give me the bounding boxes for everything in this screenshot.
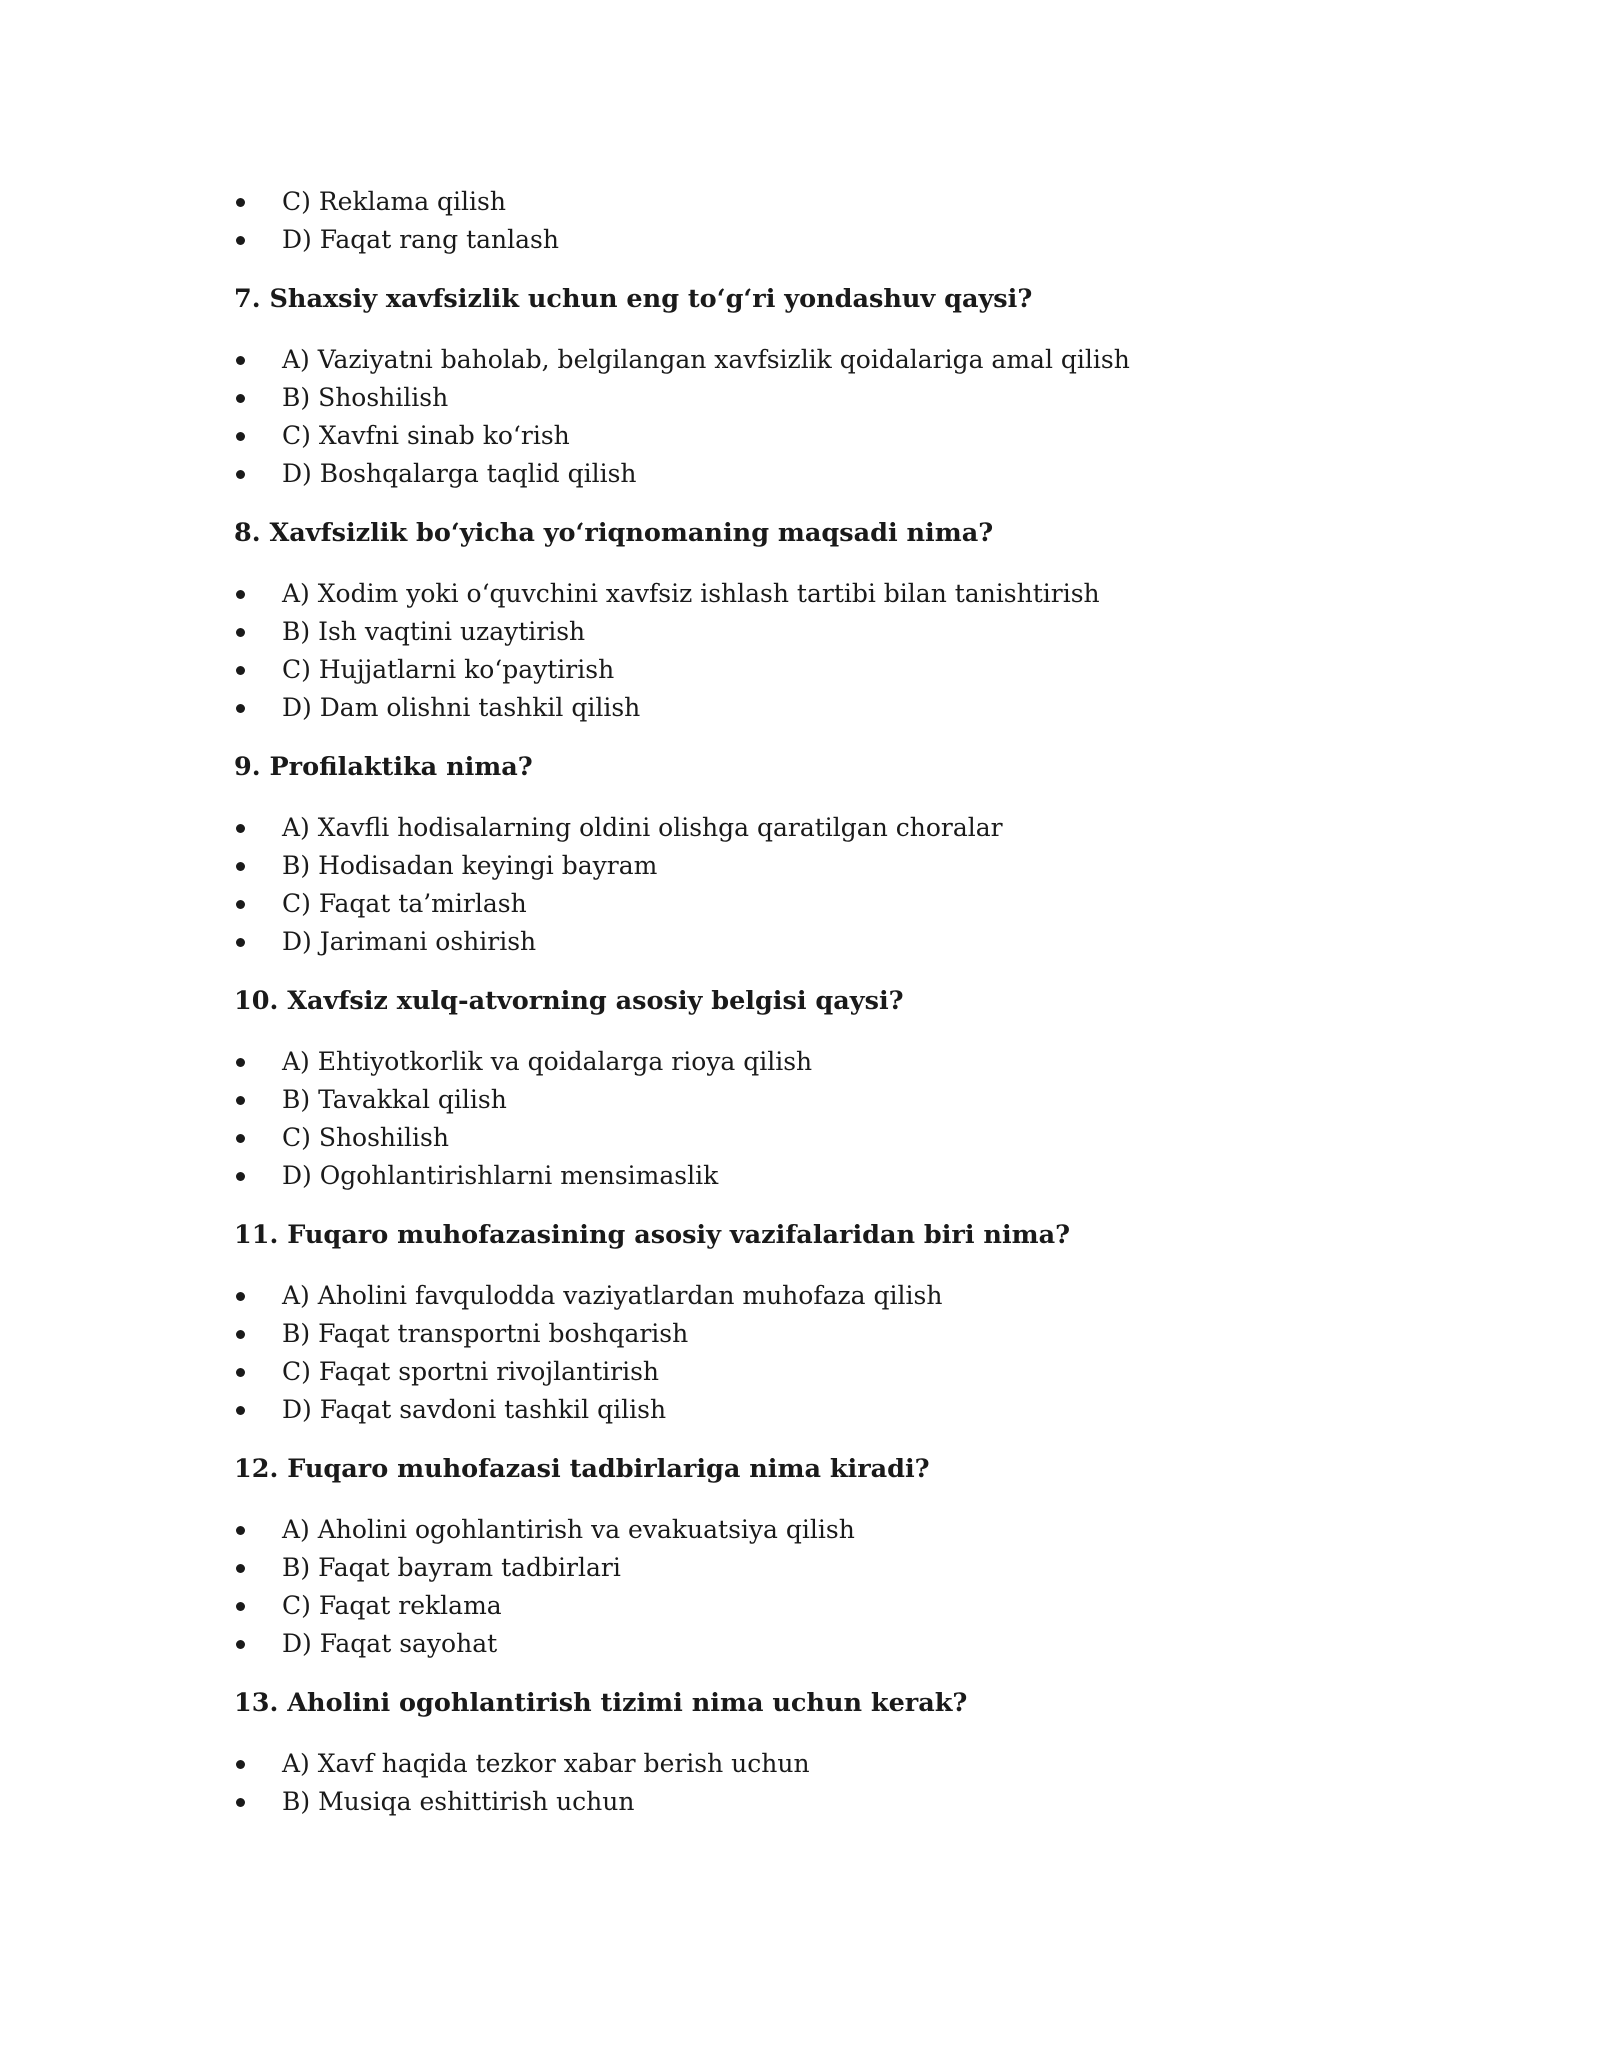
list-item [234,1783,1414,1821]
bullet-icon [236,1134,245,1143]
option-text: B) Ish vaqtini uzaytirish [282,617,586,646]
list-item [234,1549,1414,1587]
document-page [234,183,1414,1821]
option-text: C) Faqat reklama [282,1591,502,1620]
list-item [234,455,1414,493]
list-item [234,923,1414,961]
option-text: D) Faqat rang tanlash [282,225,559,254]
option-text: C) Hujjatlarni ko‘paytirish [282,655,615,684]
list-item [234,1043,1414,1081]
options-list [234,1277,1414,1429]
options-list [234,341,1414,493]
option-text: C) Shoshilish [282,1123,449,1152]
bullet-icon [236,432,245,441]
list-item [234,847,1414,885]
list-item [234,885,1414,923]
list-item [234,341,1414,379]
bullet-icon [236,590,245,599]
bullet-icon [236,1096,245,1105]
list-item [234,651,1414,689]
options-list [234,809,1414,961]
bullet-icon [236,666,245,675]
option-text: B) Faqat transportni boshqarish [282,1319,689,1348]
list-item [234,1587,1414,1625]
list-item [234,1353,1414,1391]
bullet-icon [236,1330,245,1339]
question-title: 11. Fuqaro muhofazasining asosiy vazifalaridan biri nima? [234,1220,1071,1250]
list-item [234,1157,1414,1195]
options-list [234,575,1414,727]
bullet-icon [236,1368,245,1377]
bullet-icon [236,628,245,637]
list-item [234,417,1414,455]
list-item [234,1625,1414,1663]
bullet-icon [236,938,245,947]
bullet-icon [236,862,245,871]
option-text: A) Xavf haqida tezkor xabar berish uchun [282,1749,810,1778]
question-title: 7. Shaxsiy xavfsizlik uchun eng to‘g‘ri yondashuv qaysi? [234,284,1033,314]
bullet-icon [236,824,245,833]
list-item [234,1745,1414,1783]
options-list [234,1745,1414,1821]
list-item [234,613,1414,651]
bullet-icon [236,900,245,909]
question-title: 9. Profilaktika nima? [234,752,533,782]
bullet-icon [236,470,245,479]
bullet-icon [236,1798,245,1807]
option-text: D) Faqat savdoni tashkil qilish [282,1395,667,1424]
option-text: C) Xavfni sinab ko‘rish [282,421,570,450]
list-item [234,1119,1414,1157]
list-item [234,1391,1414,1429]
bullet-icon [236,1564,245,1573]
list-item [234,1081,1414,1119]
option-text: A) Ehtiyotkorlik va qoidalarga rioya qilish [282,1047,813,1076]
continued-options-list [234,183,1414,259]
options-list [234,1043,1414,1195]
bullet-icon [236,1760,245,1769]
list-item [234,809,1414,847]
bullet-icon [236,1406,245,1415]
option-text: A) Xodim yoki o‘quvchini xavfsiz ishlash tartibi bilan tanishtirish [282,579,1100,608]
bullet-icon [236,356,245,365]
bullet-icon [236,198,245,207]
bullet-icon [236,1058,245,1067]
question-title: 8. Xavfsizlik bo‘yicha yo‘riqnomaning maqsadi nima? [234,518,994,548]
bullet-icon [236,1526,245,1535]
option-text: B) Shoshilish [282,383,449,412]
bullet-icon [236,394,245,403]
option-text: B) Tavakkal qilish [282,1085,507,1114]
bullet-icon [236,1292,245,1301]
option-text: A) Vaziyatni baholab, belgilangan xavfsizlik qoidalariga amal qilish [282,345,1130,374]
list-item [234,183,1414,221]
option-text: D) Dam olishni tashkil qilish [282,693,641,722]
option-text: A) Xavfli hodisalarning oldini olishga qaratilgan choralar [282,813,1003,842]
option-text: D) Ogohlantirishlarni mensimaslik [282,1161,719,1190]
list-item [234,221,1414,259]
bullet-icon [236,236,245,245]
list-item [234,689,1414,727]
option-text: A) Aholini ogohlantirish va evakuatsiya qilish [282,1515,855,1544]
list-item [234,1315,1414,1353]
option-text: C) Reklama qilish [282,187,506,216]
bullet-icon [236,1172,245,1181]
options-list [234,1511,1414,1663]
question-title: 13. Aholini ogohlantirish tizimi nima uchun kerak? [234,1688,968,1718]
option-text: A) Aholini favqulodda vaziyatlardan muhofaza qilish [282,1281,943,1310]
option-text: B) Hodisadan keyingi bayram [282,851,658,880]
option-text: D) Jarimani oshirish [282,927,537,956]
list-item [234,575,1414,613]
question-title: 12. Fuqaro muhofazasi tadbirlariga nima kiradi? [234,1454,930,1484]
list-item [234,379,1414,417]
bullet-icon [236,704,245,713]
option-text: B) Faqat bayram tadbirlari [282,1553,621,1582]
question-title: 10. Xavfsiz xulq-atvorning asosiy belgisi qaysi? [234,986,904,1016]
option-text: D) Boshqalarga taqlid qilish [282,459,637,488]
list-item [234,1511,1414,1549]
option-text: C) Faqat sportni rivojlantirish [282,1357,660,1386]
option-text: B) Musiqa eshittirish uchun [282,1787,635,1816]
list-item [234,1277,1414,1315]
bullet-icon [236,1640,245,1649]
option-text: D) Faqat sayohat [282,1629,498,1658]
option-text: C) Faqat ta’mirlash [282,889,527,918]
bullet-icon [236,1602,245,1611]
